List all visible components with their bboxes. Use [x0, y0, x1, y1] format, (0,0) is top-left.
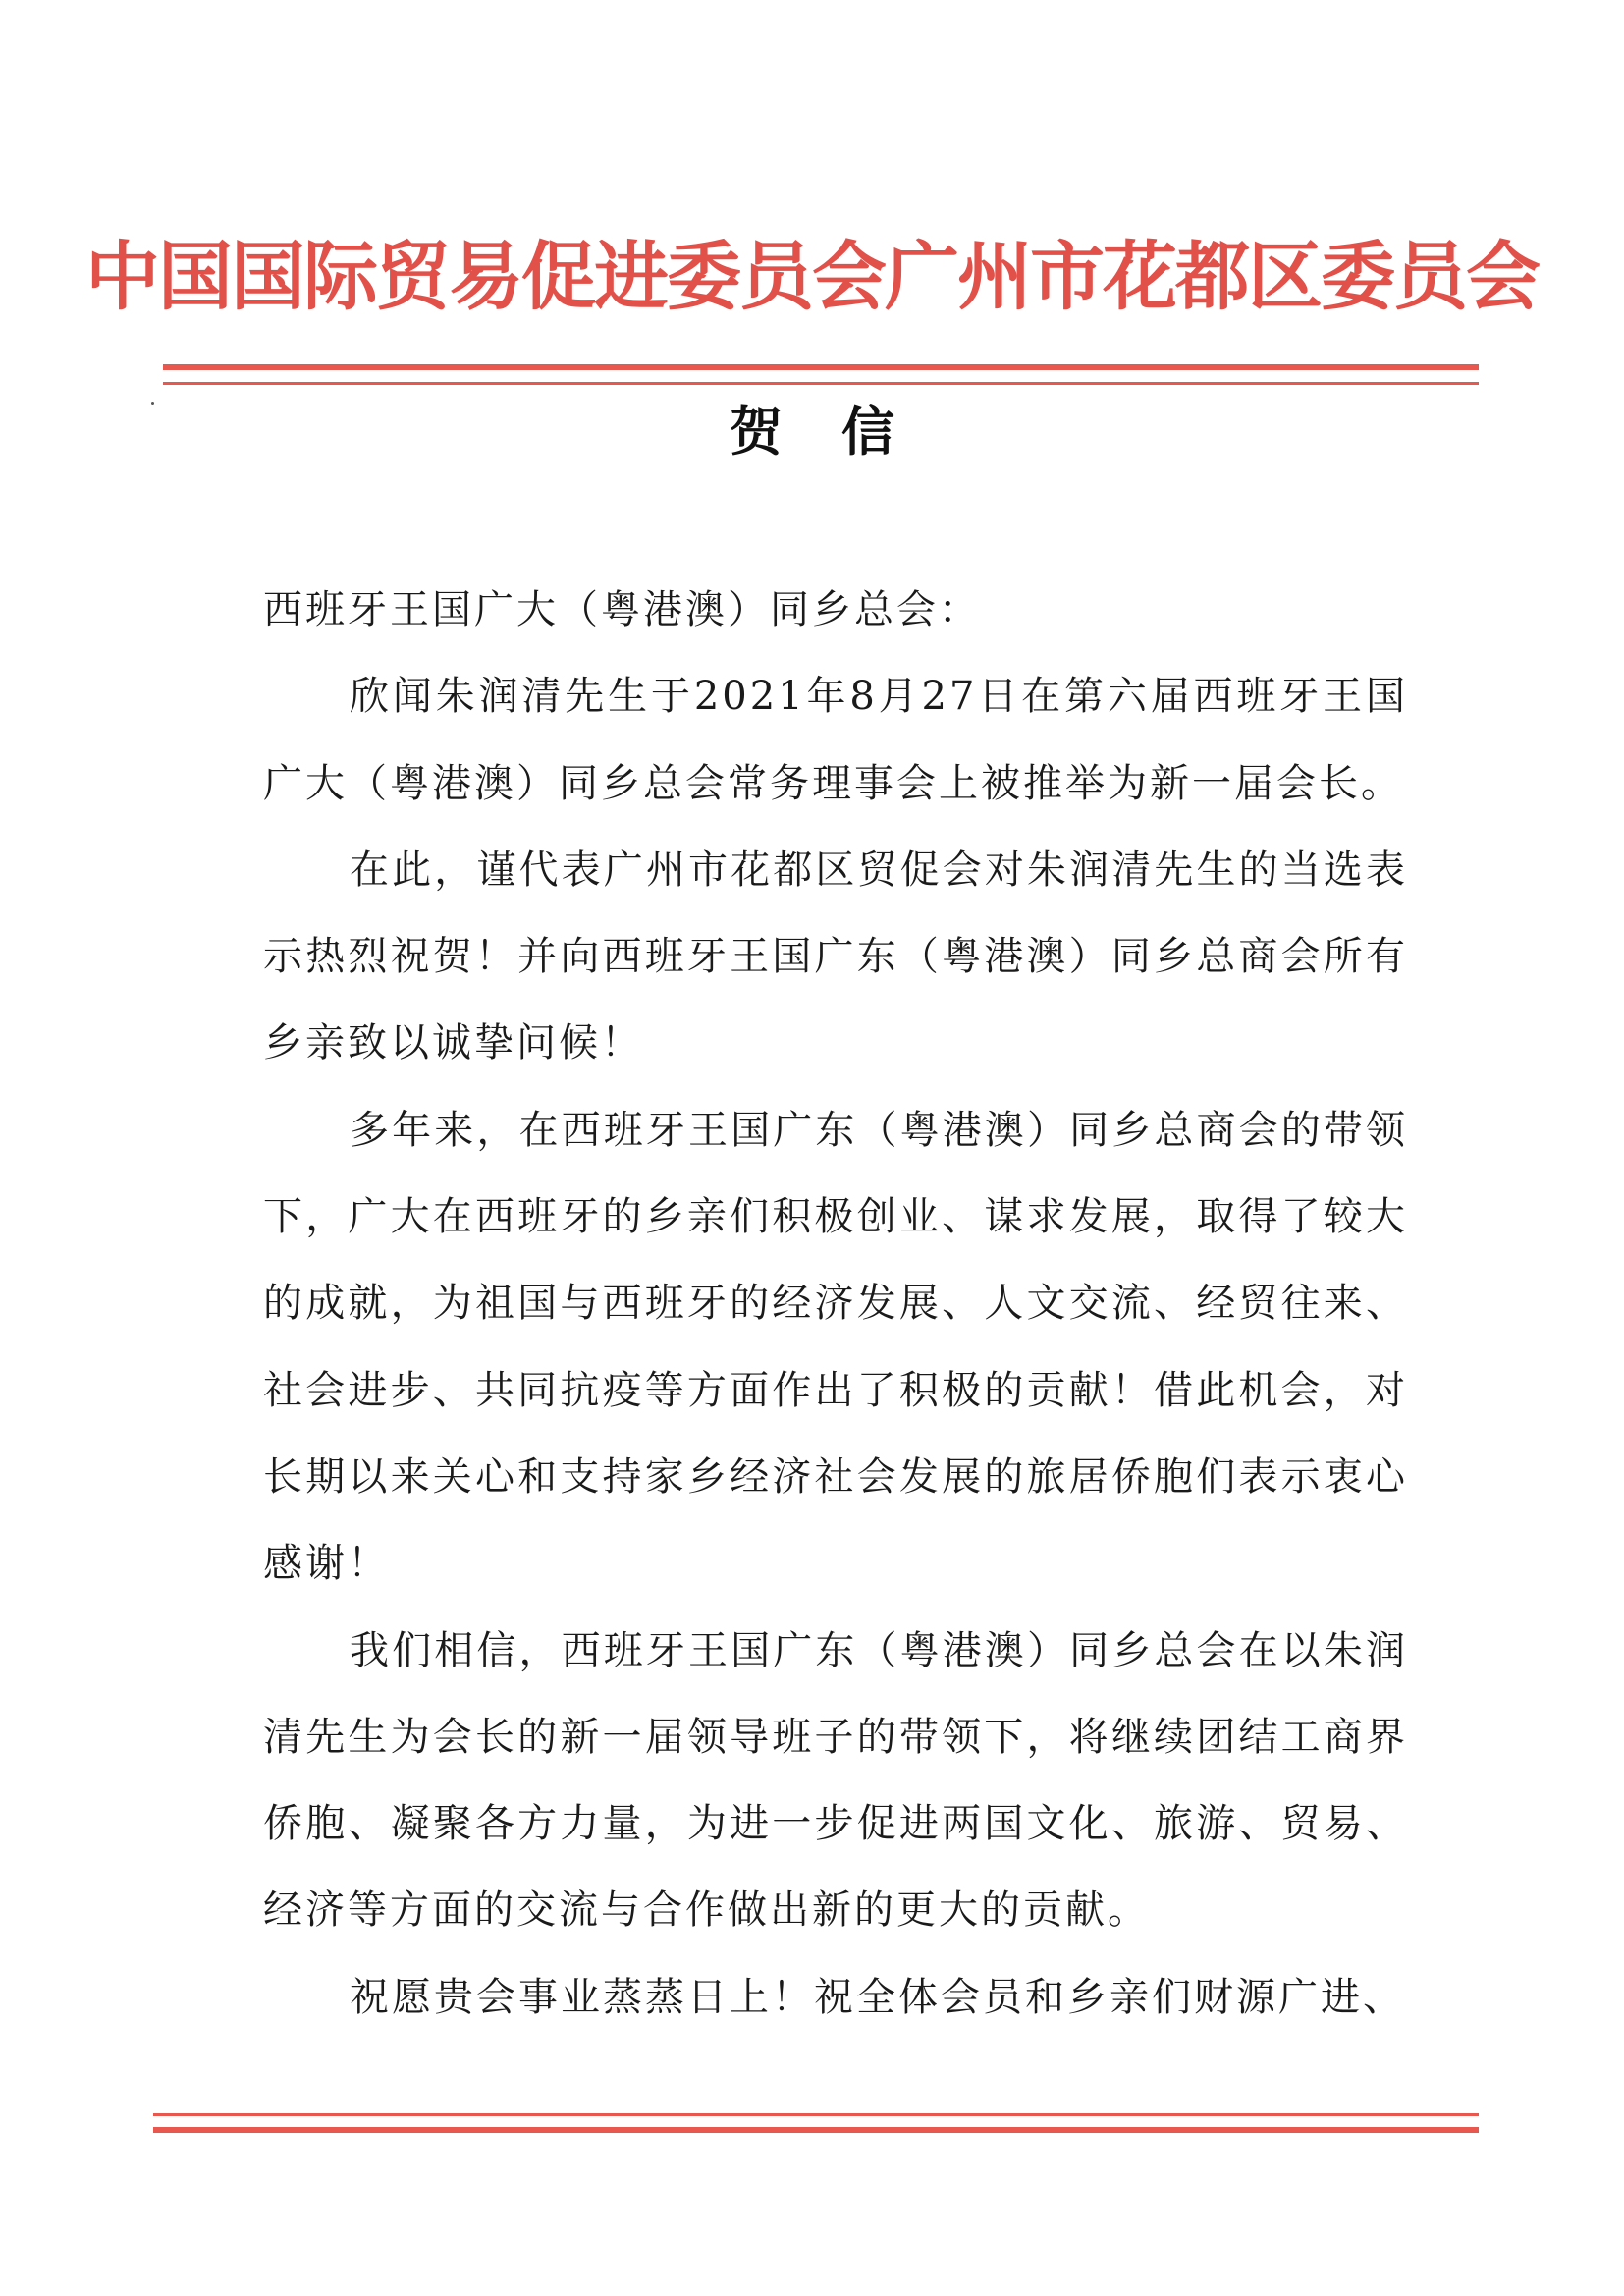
header-rule-thick	[163, 364, 1479, 370]
letterhead-org-name: 中国国际贸易促进委员会广州市花都区委员会	[85, 233, 1539, 320]
paragraph-2: 在此，谨代表广州市花都区贸促会对朱润清先生的当选表示热烈祝贺！并向西班牙王国广东（粤港澳）同乡总商会所有乡亲致以诚挚问候！	[263, 847, 1408, 1066]
paragraph-1: 欣闻朱润清先生于2021年8月27日在第六届西班牙王国广大（粤港澳）同乡总会常务理事会上被推举为新一届会长。	[263, 674, 1408, 806]
footer-rule-thin	[153, 2113, 1479, 2116]
salutation: 西班牙王国广大（粤港澳）同乡总会：	[263, 587, 981, 632]
letter-body	[263, 567, 1408, 2041]
paragraph-5: 祝愿贵会事业蒸蒸日上！祝全体会员和乡亲们财源广进、	[350, 1974, 1405, 2020]
paragraph-4: 我们相信，西班牙王国广东（粤港澳）同乡总会在以朱润清先生为会长的新一届领导班子的带领下，将继续团结工商界侨胞、凝聚各方力量，为进一步促进两国文化、旅游、贸易、经济等方面的交流与合作做出新的更大的贡献。	[263, 1627, 1408, 1934]
paragraph-3: 多年来，在西班牙王国广东（粤港澳）同乡总商会的带领下，广大在西班牙的乡亲们积极创业、谋求发展，取得了较大的成就，为祖国与西班牙的经济发展、人文交流、经贸往来、社会进步、共同抗疫等方面作出了积极的贡献！借此机会，对长期以来关心和支持家乡经济社会发展的旅居侨胞们表示衷心感谢！	[263, 1107, 1408, 1587]
footer-rule-thick	[153, 2127, 1479, 2133]
document-title: 贺信	[730, 401, 953, 463]
header-rule-thin	[163, 382, 1479, 385]
